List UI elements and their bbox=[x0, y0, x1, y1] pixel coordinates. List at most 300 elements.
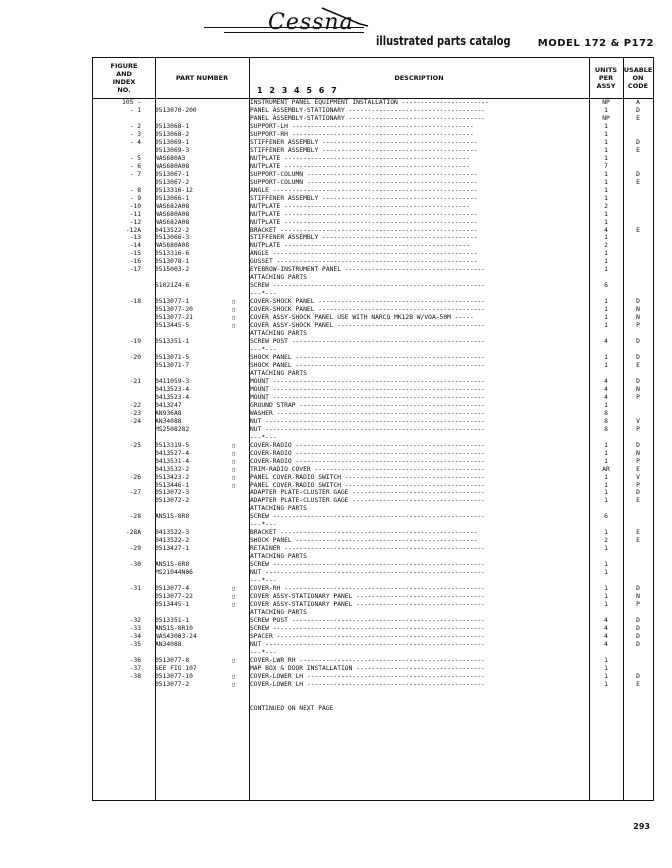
table-row bbox=[93, 314, 653, 322]
usable-on-code: D bbox=[636, 672, 640, 680]
usable-on-code: N bbox=[636, 314, 640, 322]
cessna-logo: Cessna bbox=[268, 10, 354, 35]
change-mark: □ bbox=[232, 307, 236, 314]
part-number: 0513319-5 bbox=[155, 441, 190, 449]
description: NUT ---------------------------------------------------------- bbox=[250, 425, 486, 433]
units-per-assy: 1 bbox=[604, 441, 608, 449]
usable-on-code: E bbox=[636, 497, 640, 505]
usable-on-code: P bbox=[636, 393, 640, 401]
table-row bbox=[93, 274, 653, 282]
table-row bbox=[93, 219, 653, 227]
part-number: AN34088 bbox=[155, 640, 182, 648]
table-row bbox=[93, 426, 653, 434]
figure-index: - 5 bbox=[129, 154, 141, 162]
description: ATTACHING PARTS bbox=[250, 553, 307, 561]
description: NUTPLATE --------------------------------------------------- bbox=[250, 210, 478, 218]
usable-on-code: E bbox=[636, 529, 640, 537]
units-per-assy: 8 bbox=[604, 409, 608, 417]
table-row bbox=[93, 378, 653, 386]
units-per-assy: AR bbox=[602, 465, 610, 473]
figure-index: -15 bbox=[129, 250, 141, 258]
part-number: NAS680A08 bbox=[155, 210, 190, 218]
table-row bbox=[93, 505, 653, 513]
usable-on-code: D bbox=[636, 106, 640, 114]
figure-index: -13 bbox=[129, 234, 141, 242]
part-number: 0513316-6 bbox=[155, 250, 190, 258]
units-per-assy: 1 bbox=[604, 122, 608, 130]
description: PANEL ASSEMBLY-STATIONARY ------------------------------------ bbox=[250, 114, 486, 122]
usable-on-code: N bbox=[636, 449, 640, 457]
usable-on-code: N bbox=[636, 306, 640, 314]
description: BRACKET ---------------------------------------------------- bbox=[250, 226, 478, 234]
part-number: MS2508282 bbox=[155, 425, 190, 433]
usable-on-code: E bbox=[636, 226, 640, 234]
figure-index: - 7 bbox=[129, 170, 141, 178]
table-row bbox=[93, 545, 653, 553]
description: SCREW -------------------------------------------------------- bbox=[250, 561, 486, 569]
description: SCREW POST --------------------------------------------------- bbox=[250, 338, 486, 346]
units-per-assy: 1 bbox=[604, 258, 608, 266]
units-per-assy: 2 bbox=[604, 202, 608, 210]
part-number: S1021Z4-6 bbox=[155, 282, 190, 290]
description: COVER-RADIO -------------------------------------------------- bbox=[250, 457, 486, 465]
figure-index: -25 bbox=[129, 441, 141, 449]
units-per-assy: 1 bbox=[604, 138, 608, 146]
units-per-assy: 1 bbox=[604, 457, 608, 465]
table-row bbox=[93, 123, 653, 131]
description: ATTACHING PARTS bbox=[250, 609, 307, 616]
units-per-assy: 1 bbox=[604, 306, 608, 314]
description: BRACKET ---------------------------------------------------- bbox=[250, 529, 478, 537]
table-row bbox=[93, 179, 653, 187]
table-row bbox=[93, 242, 653, 250]
table-row bbox=[93, 187, 653, 195]
table-row bbox=[93, 673, 653, 681]
figure-index: -20 bbox=[129, 354, 141, 361]
part-number: 0513446-1 bbox=[155, 481, 190, 489]
description: COVER ASSY-STATIONARY PANEL ---------------------------------- bbox=[250, 601, 486, 609]
description: ---*--- bbox=[250, 648, 277, 656]
part-number-header: PART NUMBER bbox=[175, 74, 229, 82]
part-number: 0513071-7 bbox=[155, 361, 190, 369]
part-number: NAS43003-24 bbox=[155, 632, 197, 640]
units-per-assy: 1 bbox=[604, 234, 608, 242]
usable-on-code: P bbox=[636, 481, 640, 489]
description: ---*--- bbox=[250, 290, 277, 298]
part-number: 0513351-1 bbox=[155, 616, 190, 624]
table-row bbox=[93, 370, 653, 378]
description: NUT ---------------------------------------------------------- bbox=[250, 640, 486, 648]
description: NUT ---------------------------------------------------------- bbox=[250, 417, 486, 425]
table-row bbox=[93, 410, 653, 418]
units-per-assy: 1 bbox=[604, 449, 608, 457]
units-per-assy: 1 bbox=[604, 680, 608, 688]
table-row bbox=[93, 171, 653, 179]
units-per-assy: 1 bbox=[604, 146, 608, 154]
units-per-assy: 1 bbox=[604, 322, 608, 330]
units-per-assy: 1 bbox=[604, 529, 608, 537]
part-number: AN34088 bbox=[155, 417, 182, 425]
figure-index: -26 bbox=[129, 473, 141, 481]
table-row bbox=[93, 649, 653, 657]
table-row bbox=[93, 234, 653, 242]
figure-index: - 2 bbox=[129, 122, 141, 130]
description: NUTPLATE ------------------------------------------------- bbox=[250, 154, 470, 162]
description: TRIM-RADIO COVER --------------------------------------------- bbox=[250, 465, 486, 473]
figure-index: -37 bbox=[129, 664, 141, 672]
description: NUTPLATE --------------------------------------------------- bbox=[250, 218, 478, 226]
description: PANEL COVER-RADIO SWITCH ------------------------------------- bbox=[250, 473, 486, 481]
table-row bbox=[93, 155, 653, 163]
usable-on-code: E bbox=[636, 114, 640, 122]
model-label: MODEL 172 & P172 bbox=[537, 38, 654, 49]
usable-on-code: D bbox=[636, 377, 640, 385]
units-per-assy: 1 bbox=[604, 401, 608, 409]
figure-index: - 8 bbox=[129, 186, 141, 194]
table-row bbox=[93, 338, 653, 346]
usable-on-code: D bbox=[636, 170, 640, 178]
units-per-assy: 1 bbox=[604, 473, 608, 481]
table-row bbox=[93, 394, 653, 402]
description: SCREW -------------------------------------------------------- bbox=[250, 624, 486, 632]
figure-index: -17 bbox=[129, 266, 141, 274]
part-number: 0413247 bbox=[155, 401, 182, 409]
table-row bbox=[93, 227, 653, 235]
units-per-assy: 1 bbox=[604, 154, 608, 162]
part-number: 0513067-1 bbox=[155, 170, 190, 178]
change-mark: □ bbox=[232, 323, 236, 330]
table-row bbox=[93, 497, 653, 505]
table-body bbox=[93, 99, 653, 713]
units-per-assy: 6 bbox=[604, 282, 608, 290]
usable-on-code: E bbox=[636, 680, 640, 688]
description: SUPPORT-LH ------------------------------------------------ bbox=[250, 122, 474, 130]
table-row bbox=[93, 569, 653, 577]
units-per-assy: 4 bbox=[604, 393, 608, 401]
description: GUSSET ----------------------------------------------------- bbox=[250, 258, 478, 266]
table-row bbox=[93, 609, 653, 617]
units-per-assy: NP bbox=[602, 99, 610, 106]
description: SCREW -------------------------------------------------------- bbox=[250, 282, 486, 290]
table-row bbox=[93, 529, 653, 537]
code-header: USABLE ON CODE bbox=[623, 66, 653, 90]
table-row bbox=[93, 521, 653, 529]
usable-on-code: D bbox=[636, 354, 640, 361]
usable-on-code: E bbox=[636, 178, 640, 186]
figure-index: -14 bbox=[129, 242, 141, 250]
table-row bbox=[93, 306, 653, 314]
usable-on-code: D bbox=[636, 585, 640, 593]
figure-index: -12 bbox=[129, 218, 141, 226]
part-number: 0513071-5 bbox=[155, 354, 190, 361]
table-row bbox=[93, 163, 653, 171]
figure-index: -32 bbox=[129, 616, 141, 624]
table-row bbox=[93, 641, 653, 649]
part-number: 0513068-1 bbox=[155, 122, 190, 130]
table-row bbox=[93, 258, 653, 266]
part-number: 0513077-10 bbox=[155, 672, 193, 680]
description: ATTACHING PARTS bbox=[250, 369, 307, 377]
description: COVER ASSY-SHOCK PANEL --------------------------------------- bbox=[250, 322, 486, 330]
part-number: 0513077-22 bbox=[155, 593, 193, 601]
figure-index: -35 bbox=[129, 640, 141, 648]
units-per-assy: 1 bbox=[604, 497, 608, 505]
units-per-assy: 1 bbox=[604, 481, 608, 489]
usable-on-code: E bbox=[636, 537, 640, 545]
units-per-assy: 1 bbox=[604, 186, 608, 194]
description: CONTINUED ON NEXT PAGE bbox=[250, 704, 334, 712]
part-number: 0513077-21 bbox=[155, 314, 193, 322]
parts-table bbox=[92, 57, 654, 801]
part-number: NAS680A08 bbox=[155, 242, 190, 250]
change-mark: □ bbox=[232, 482, 236, 489]
units-per-assy: 1 bbox=[604, 354, 608, 361]
units-per-assy: 2 bbox=[604, 537, 608, 545]
units-per-assy: 4 bbox=[604, 632, 608, 640]
description: MAP BOX & DOOR INSTALLATION ---------------------------------- bbox=[250, 664, 486, 672]
part-number: 0513069-3 bbox=[155, 146, 190, 154]
part-number: 0515003-2 bbox=[155, 266, 190, 274]
part-number: 0513077-8 bbox=[155, 656, 190, 664]
description: COVER-RH ----------------------------------------------------- bbox=[250, 585, 486, 593]
usable-on-code: D bbox=[636, 624, 640, 632]
figure-index: -28 bbox=[129, 513, 141, 521]
usable-on-code: D bbox=[636, 489, 640, 497]
table-row bbox=[93, 681, 653, 689]
usable-on-code: E bbox=[636, 361, 640, 369]
table-row bbox=[93, 322, 653, 330]
part-number: 0513445-1 bbox=[155, 601, 190, 609]
table-row bbox=[93, 466, 653, 474]
units-per-assy: 4 bbox=[604, 640, 608, 648]
part-number: 0513070-200 bbox=[155, 106, 197, 114]
description: NUTPLATE ------------------------------------------------- bbox=[250, 162, 470, 170]
part-number: 0513078-1 bbox=[155, 258, 190, 266]
table-row bbox=[93, 131, 653, 139]
description: GROUND STRAP ------------------------------------------------- bbox=[250, 401, 486, 409]
usable-on-code: P bbox=[636, 457, 640, 465]
units-per-assy: 4 bbox=[604, 624, 608, 632]
units-per-assy: 1 bbox=[604, 314, 608, 322]
description: ATTACHING PARTS bbox=[250, 274, 307, 282]
usable-on-code: P bbox=[636, 322, 640, 330]
table-row bbox=[93, 354, 653, 362]
part-number: 0513066-3 bbox=[155, 234, 190, 242]
description: WASHER ------------------------------------------------------- bbox=[250, 409, 486, 417]
units-per-assy: 1 bbox=[604, 593, 608, 601]
description: PANEL ASSEMBLY-STATIONARY ------------------------------------ bbox=[250, 106, 486, 114]
part-number: 0513077-2 bbox=[155, 680, 190, 688]
description: SUPPORT-RH ------------------------------------------------ bbox=[250, 130, 474, 138]
units-per-assy: 4 bbox=[604, 338, 608, 346]
table-row bbox=[93, 99, 653, 107]
description: NUT ---------------------------------------------------------- bbox=[250, 569, 486, 577]
change-mark: □ bbox=[232, 450, 236, 457]
table-row bbox=[93, 139, 653, 147]
figure-index: -31 bbox=[129, 585, 141, 593]
units-per-assy: NP bbox=[602, 114, 610, 122]
part-number: 0513316-12 bbox=[155, 186, 193, 194]
units-per-assy: 1 bbox=[604, 106, 608, 114]
change-mark: □ bbox=[232, 586, 236, 593]
units-per-assy: 1 bbox=[604, 672, 608, 680]
change-mark: □ bbox=[232, 315, 236, 322]
description: COVER ASSY-SHOCK PANEL USE WITH NARCO MK12B W/VOA-50M ----- bbox=[250, 314, 474, 322]
usable-on-code: D bbox=[636, 616, 640, 624]
units-per-assy: 7 bbox=[604, 162, 608, 170]
units-per-assy: 4 bbox=[604, 377, 608, 385]
figure-index: - 9 bbox=[129, 194, 141, 202]
description: COVER-LOWER LH ----------------------------------------------- bbox=[250, 680, 486, 688]
units-per-assy: 1 bbox=[604, 601, 608, 609]
table-row bbox=[93, 330, 653, 338]
part-number: 0413532-2 bbox=[155, 465, 190, 473]
usable-on-code: E bbox=[636, 146, 640, 154]
table-row bbox=[93, 697, 653, 705]
table-row bbox=[93, 593, 653, 601]
part-number: 0513445-5 bbox=[155, 322, 190, 330]
figure-index: -29 bbox=[129, 545, 141, 553]
units-per-assy: 1 bbox=[604, 170, 608, 178]
part-number: 0413523-4 bbox=[155, 385, 190, 393]
figure-index: -16 bbox=[129, 258, 141, 266]
figure-index: -22 bbox=[129, 401, 141, 409]
figure-index: -10 bbox=[129, 202, 141, 210]
description: COVER-RADIO -------------------------------------------------- bbox=[250, 449, 486, 457]
description: ---*--- bbox=[250, 433, 277, 441]
part-number: 0513423-2 bbox=[155, 473, 190, 481]
units-per-assy: 4 bbox=[604, 385, 608, 393]
table-row bbox=[93, 298, 653, 306]
part-number: 0513067-2 bbox=[155, 178, 190, 186]
part-number: AN515-8R8 bbox=[155, 513, 190, 521]
usable-on-code: E bbox=[636, 465, 640, 473]
indent-levels: 1 2 3 4 5 6 7 bbox=[257, 86, 339, 95]
usable-on-code: D bbox=[636, 138, 640, 146]
description: ANGLE ------------------------------------------------------ bbox=[250, 250, 478, 258]
table-row bbox=[93, 434, 653, 442]
table-row bbox=[93, 211, 653, 219]
table-row bbox=[93, 577, 653, 585]
usable-on-code: P bbox=[636, 601, 640, 609]
units-per-assy: 1 bbox=[604, 194, 608, 202]
figure-index: -33 bbox=[129, 624, 141, 632]
part-number: 0413522-3 bbox=[155, 529, 190, 537]
description: COVER-SHOCK PANEL -------------------------------------------- bbox=[250, 298, 486, 306]
table-row bbox=[93, 474, 653, 482]
units-per-assy: 1 bbox=[604, 656, 608, 664]
usable-on-code: D bbox=[636, 441, 640, 449]
part-number: NAS682A08 bbox=[155, 218, 190, 226]
part-number: 0513072-2 bbox=[155, 497, 190, 505]
figure-index: - 6 bbox=[129, 162, 141, 170]
figure-index: -24 bbox=[129, 417, 141, 425]
description: INSTRUMENT PANEL EQUIPMENT INSTALLATION ----------------------- bbox=[250, 99, 489, 106]
change-mark: □ bbox=[232, 299, 236, 306]
description: COVER-SHOCK PANEL -------------------------------------------- bbox=[250, 306, 486, 314]
change-mark: □ bbox=[232, 466, 236, 473]
part-number: 0413523-4 bbox=[155, 393, 190, 401]
table-row bbox=[93, 250, 653, 258]
table-row bbox=[93, 442, 653, 450]
part-number: MS21044N06 bbox=[155, 569, 193, 577]
units-per-assy: 1 bbox=[604, 178, 608, 186]
description: ADAPTER PLATE-CLUSTER GAGE ----------------------------------- bbox=[250, 497, 486, 505]
description: EYEBROW-INSTRUMENT PANEL ------------------------------------- bbox=[250, 266, 486, 274]
description: NUTPLATE ------------------------------------------------- bbox=[250, 202, 470, 210]
description: STIFFENER ASSEMBLY ----------------------------------------- bbox=[250, 146, 478, 154]
table-row bbox=[93, 513, 653, 521]
table-row bbox=[93, 195, 653, 203]
part-number: 0513077-4 bbox=[155, 585, 190, 593]
units-per-assy: 8 bbox=[604, 417, 608, 425]
figure-index: -30 bbox=[129, 561, 141, 569]
figure-index: -11 bbox=[129, 210, 141, 218]
figure-index: 105 - bbox=[122, 99, 141, 106]
description: SUPPORT-COLUMN --------------------------------------------- bbox=[250, 170, 478, 178]
description: ATTACHING PARTS bbox=[250, 505, 307, 513]
units-per-assy: 4 bbox=[604, 616, 608, 624]
figure-index: -18 bbox=[129, 298, 141, 306]
units-per-assy: 1 bbox=[604, 250, 608, 258]
part-number: 0513066-1 bbox=[155, 194, 190, 202]
description: STIFFENER ASSEMBLY ----------------------------------------- bbox=[250, 194, 478, 202]
change-mark: □ bbox=[232, 474, 236, 481]
description: COVER-RADIO -------------------------------------------------- bbox=[250, 441, 486, 449]
part-number: 0413522-2 bbox=[155, 537, 190, 545]
part-number: 0513351-1 bbox=[155, 338, 190, 346]
table-row bbox=[93, 402, 653, 410]
table-row bbox=[93, 266, 653, 274]
usable-on-code: D bbox=[636, 338, 640, 346]
part-number: AN515-8R10 bbox=[155, 624, 193, 632]
table-row bbox=[93, 418, 653, 426]
figure-index: -12A bbox=[125, 226, 141, 234]
units-per-assy: 1 bbox=[604, 664, 608, 672]
description: COVER-LWR RH ------------------------------------------------- bbox=[250, 656, 486, 664]
part-number: SEE FIG 107 bbox=[155, 664, 197, 672]
figure-index: -28A bbox=[125, 529, 141, 537]
usable-on-code: A bbox=[636, 99, 640, 106]
description: ---*--- bbox=[250, 577, 277, 585]
figure-index: - 4 bbox=[129, 138, 141, 146]
part-number: AN515-6R8 bbox=[155, 561, 190, 569]
units-per-assy: 1 bbox=[604, 218, 608, 226]
figure-index: -36 bbox=[129, 656, 141, 664]
description: SCREW -------------------------------------------------------- bbox=[250, 513, 486, 521]
table-row bbox=[93, 705, 653, 713]
table-row bbox=[93, 657, 653, 665]
change-mark: □ bbox=[232, 657, 236, 664]
table-row bbox=[93, 346, 653, 354]
description: SCREW POST --------------------------------------------------- bbox=[250, 616, 486, 624]
description: ---*--- bbox=[250, 346, 277, 354]
change-mark: □ bbox=[232, 442, 236, 449]
description: MOUNT -------------------------------------------------------- bbox=[250, 385, 486, 393]
units-per-assy: 1 bbox=[604, 545, 608, 553]
usable-on-code: D bbox=[636, 640, 640, 648]
description: ANGLE ------------------------------------------------------ bbox=[250, 186, 478, 194]
usable-on-code: D bbox=[636, 298, 640, 306]
units-per-assy: 1 bbox=[604, 569, 608, 577]
description: NUTPLATE ------------------------------------------------- bbox=[250, 242, 470, 250]
units-per-assy: 1 bbox=[604, 585, 608, 593]
figure-index: -34 bbox=[129, 632, 141, 640]
description: SHOCK PANEL ------------------------------------------------ bbox=[250, 537, 478, 545]
figure-index: -21 bbox=[129, 377, 141, 385]
table-row bbox=[93, 689, 653, 697]
usable-on-code: D bbox=[636, 632, 640, 640]
